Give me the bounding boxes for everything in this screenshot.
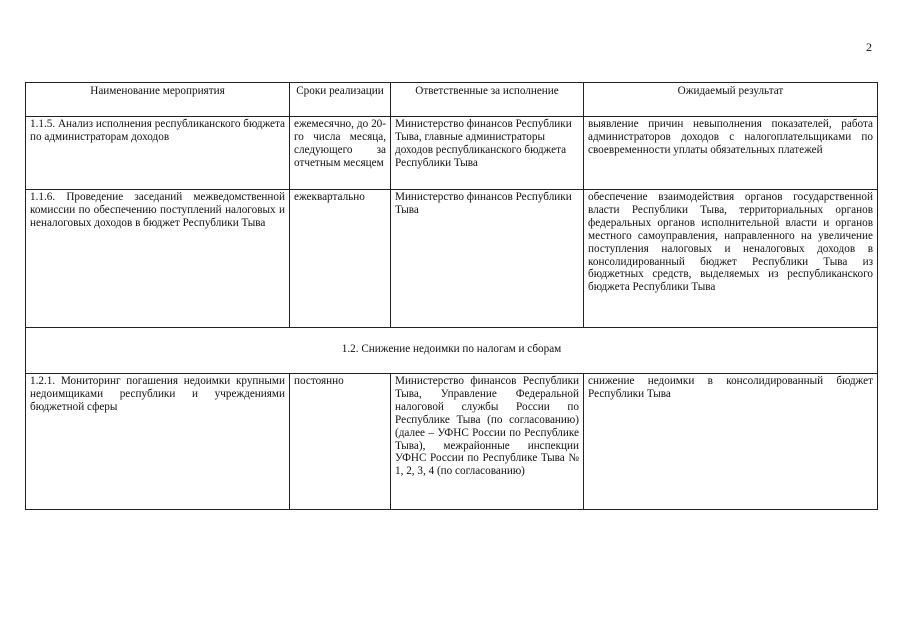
measure-result: снижение недоимки в консолидированный бюджет Республики Тыва: [584, 374, 878, 510]
table-row: [26, 190, 878, 328]
header-responsible: Ответственные за исполнение: [391, 83, 584, 117]
measure-result: выявление причин невыполнения показателей, работа администраторов доходов с налогоплательщиками по своевременности уплаты обязательных платежей: [584, 117, 878, 190]
table-row: [26, 374, 878, 510]
measure-result: обеспечение взаимодействия органов государственной власти Республики Тыва, территориальных органов федеральных органов исполнительной власти и органов местного самоуправления, направленного на увеличение поступления налоговых и неналоговых доходов в консолидированный бюджет Республики Тыва из бюджетных средств, выделяемых из республиканского бюджета Республики Тыва: [584, 190, 878, 328]
measures-table: [25, 82, 878, 510]
measure-name: 1.1.5. Анализ исполнения республиканского бюджета по администраторам доходов: [26, 117, 290, 190]
measure-responsible: Министерство финансов Республики Тыва, Управление Федеральной налоговой службы России по Республике Тыва (по согласованию) (далее – УФНС России по Республике Тыва), межрайонные инспекции УФНС России по Республике Тыва № 1, 2, 3, 4 (по согласованию): [391, 374, 584, 510]
measure-name: 1.1.6. Проведение заседаний межведомственной комиссии по обеспечению поступлений налоговых и неналоговых доходов в бюджет Республики Тыва: [26, 190, 290, 328]
table-header-row: [26, 83, 878, 117]
measure-name: 1.2.1. Мониторинг погашения недоимки крупными недоимщиками республики и учреждениями бюджетной сферы: [26, 374, 290, 510]
header-deadline: Сроки реализации: [290, 83, 391, 117]
measure-deadline: ежеквартально: [290, 190, 391, 328]
table-row: [26, 117, 878, 190]
section-row: [26, 328, 878, 374]
measure-responsible: Министерство финансов Республики Тыва, главные администраторы доходов республиканского бюджета Республики Тыва: [391, 117, 584, 190]
section-title: 1.2. Снижение недоимки по налогам и сборам: [26, 328, 878, 374]
header-name: Наименование мероприятия: [26, 83, 290, 117]
measure-responsible: Министерство финансов Республики Тыва: [391, 190, 584, 328]
measure-deadline: постоянно: [290, 374, 391, 510]
header-result: Ожидаемый результат: [584, 83, 878, 117]
page-number: 2: [866, 40, 872, 54]
measure-deadline: ежемесячно, до 20-го числа месяца, следующего за отчетным месяцем: [290, 117, 391, 190]
